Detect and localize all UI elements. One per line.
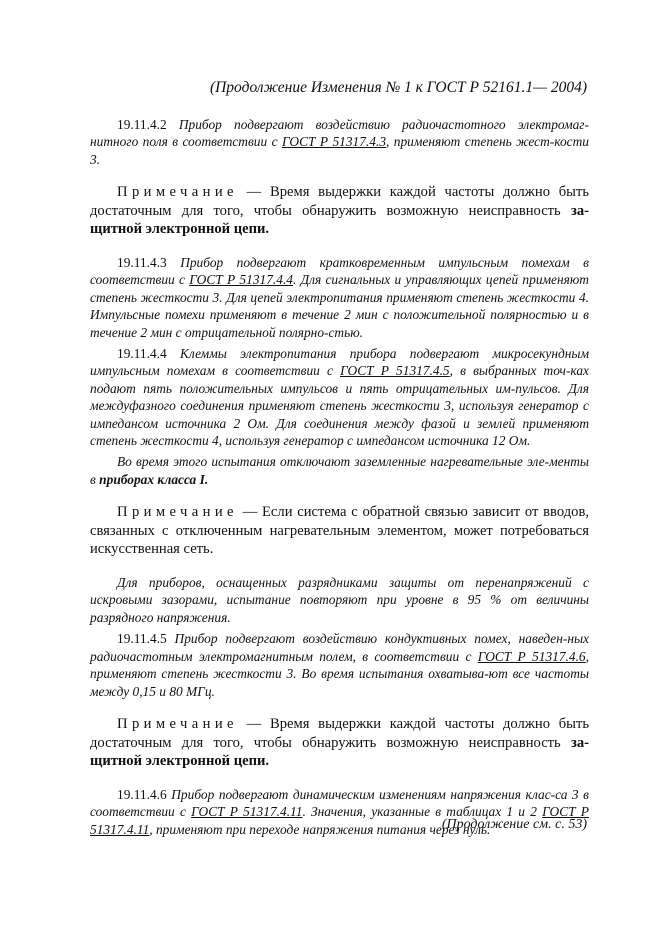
clause-number: 19.11.4.3 [117,255,167,270]
standard-reference-link[interactable]: ГОСТ Р 51317.4.6 [477,648,586,664]
clause-surge-arresters: Для приборов, оснащенных разрядниками защиты от перенапряжений с искровыми зазорами, испытание повторяют при уровне в 95 % от величины разрядного напряжения. [90,575,589,625]
standard-reference-link[interactable]: ГОСТ Р 51317.4.4 [189,272,293,288]
clause-19-11-4-4-continuation: Во время этого испытания отключают заземленные нагревательные эле-менты в приборах класса I. [90,454,589,487]
standard-reference-link[interactable]: ГОСТ Р 51317.4.5 [340,363,450,379]
page-footer: (Продолжение см. с. 53) [441,817,587,832]
clause-number: 19.11.4.4 [117,346,167,362]
standard-reference-link[interactable]: ГОСТ Р 51317.4.11 [191,804,303,820]
clause-19-11-4-2: 19.11.4.2 Прибор подвергают воздействию радиочастотного электромаг-нитного поля в соответствии с ГОСТ Р 51317.4.3, применяют степень жест-кости 3. [90,117,589,167]
clause-19-11-4-4: 19.11.4.4 Клеммы электропитания прибора подвергают микросекундным импульсным помехам в соответствии с ГОСТ Р 51317.4.5, в выбранных точ-ках подают пять положительных импульсов и пять отрицательных им-пульсов. Для междуфазного соединения применяют степень жесткости 3, используя генератор с импедансом источника 2 Ом. Для соединения между фазой и землей применяют степень жесткости 4, используя генератор с импедансом источника 12 Ом. [90,346,589,449]
clause-number: 19.11.4.2 [117,117,167,132]
clause-19-11-4-5: 19.11.4.5 Прибор подвергают воздействию кондуктивных помех, наведен-ных радиочастотным электромагнитным полем, в соответствии с ГОСТ Р 51317.4.6, применяют степень жесткости 3. Во время испытания охватыва-ют все частоты между 0,15 и 80 МГц. [90,631,589,699]
note-1: Примечание — Время выдержки каждой частоты должно быть достаточным для того, чтобы обнаружить возможную неисправность за-щитной электронной цепи. [90,184,589,238]
note-label: Примечание [117,715,238,732]
standard-reference-link[interactable]: ГОСТ Р 51317.4.3 [281,134,387,150]
document-body [90,116,589,838]
note-2: Примечание — Если система с обратной связью зависит от вводов, связанных с отключенным нагревательным элементом, может потребоваться искусственная сеть. [90,504,589,558]
clause-19-11-4-3: 19.11.4.3 Прибор подвергают кратковременным импульсным помехам в соответствии с ГОСТ Р 51317.4.4. Для сигнальных и управляющих цепей применяют степень жесткости 3. Для цепей электропитания применяют степень жесткости 4. Импульсные помехи применяют в течение 2 мин с положительной полярностью и в течение 2 мин с отрицательной полярно-стью. [90,255,589,340]
clause-number: 19.11.4.6 [117,786,167,802]
note-label: Примечание [117,504,238,521]
clause-number: 19.11.4.5 [117,631,167,647]
note-label: Примечание [117,184,238,201]
note-3: Примечание — Время выдержки каждой частоты должно быть достаточным для того, чтобы обнаружить возможную неисправность за-щитной электронной цепи. [90,715,589,770]
clause-19-11-4-6: 19.11.4.6 Прибор подвергают динамическим изменениям напряжения клас-са 3 в соответствии с ГОСТ Р 51317.4.11. Значения, указанные в таблицах 1 и 2 ГОСТ Р 51317.4.11, применяют при переходе напряжения питания через нуль. [90,786,589,837]
page-header: (Продолжение Изменения № 1 к ГОСТ Р 52161.1— 2004) [209,79,587,96]
standard-reference-link[interactable]: ГОСТ Р 51317.4.11 [90,804,589,837]
